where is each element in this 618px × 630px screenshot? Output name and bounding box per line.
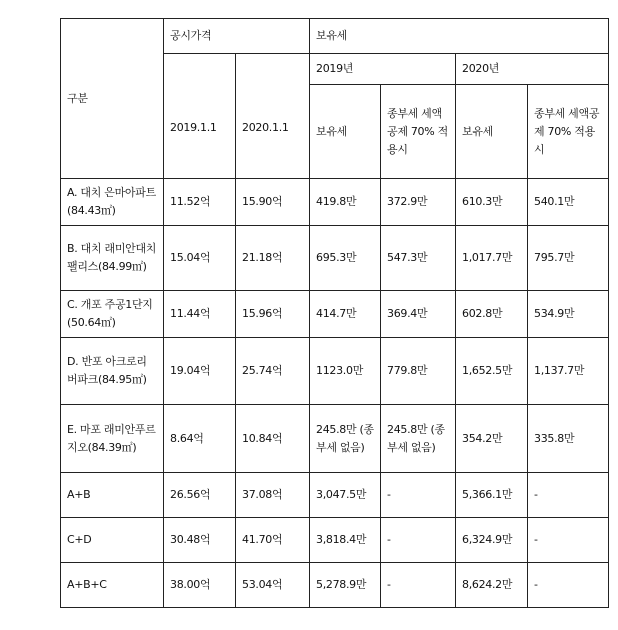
tax-2020-cell: 354.2만 (456, 405, 528, 473)
deduction-2020-cell: 540.1만 (528, 179, 609, 226)
tax-2019-cell: 3,047.5만 (310, 473, 381, 518)
price-2019-cell: 19.04억 (164, 338, 236, 405)
deduction-2019-cell: 547.3만 (381, 226, 456, 291)
table-row (61, 179, 609, 226)
header-year-2019: 2019년 (310, 54, 456, 85)
tax-2019-cell: 245.8만 (종부세 없음) (310, 405, 381, 473)
deduction-2019-cell: 779.8만 (381, 338, 456, 405)
price-2019-cell: 11.52억 (164, 179, 236, 226)
deduction-2020-cell: - (528, 473, 609, 518)
table-row (61, 226, 609, 291)
row-name-cell: C+D (61, 518, 164, 563)
row-name-cell: E. 마포 래미안푸르지오(84.39㎡) (61, 405, 164, 473)
tax-2019-cell: 419.8만 (310, 179, 381, 226)
table-row (61, 291, 609, 338)
price-2019-cell: 11.44억 (164, 291, 236, 338)
row-name-cell: B. 대치 래미안대치팰리스(84.99㎡) (61, 226, 164, 291)
deduction-2019-cell: 369.4만 (381, 291, 456, 338)
price-2019-cell: 26.56억 (164, 473, 236, 518)
deduction-2019-cell: - (381, 518, 456, 563)
row-name-cell: A. 대치 은마아파트(84.43㎡) (61, 179, 164, 226)
deduction-2020-cell: 1,137.7만 (528, 338, 609, 405)
deduction-2019-cell: - (381, 473, 456, 518)
table-row (61, 563, 609, 608)
price-2020-cell: 25.74억 (236, 338, 310, 405)
deduction-2020-cell: 534.9만 (528, 291, 609, 338)
table-row (61, 338, 609, 405)
table-row (61, 518, 609, 563)
price-2020-cell: 53.04억 (236, 563, 310, 608)
header-date-2020: 2020.1.1 (236, 54, 310, 179)
row-name-cell: D. 반포 아크로리버파크(84.95㎡) (61, 338, 164, 405)
tax-2019-cell: 3,818.4만 (310, 518, 381, 563)
tax-2019-cell: 695.3만 (310, 226, 381, 291)
tax-2019-cell: 5,278.9만 (310, 563, 381, 608)
tax-2019-cell: 1123.0만 (310, 338, 381, 405)
row-name-cell: A+B+C (61, 563, 164, 608)
deduction-2020-cell: 795.7만 (528, 226, 609, 291)
price-2020-cell: 37.08억 (236, 473, 310, 518)
price-2020-cell: 21.18억 (236, 226, 310, 291)
header-published-price: 공시가격 (164, 19, 310, 54)
price-2019-cell: 30.48억 (164, 518, 236, 563)
price-2019-cell: 38.00억 (164, 563, 236, 608)
deduction-2019-cell: - (381, 563, 456, 608)
price-2020-cell: 15.96억 (236, 291, 310, 338)
table-row (61, 405, 609, 473)
header-deduction-2020: 종부세 세액공제 70% 적용시 (528, 85, 609, 179)
table-row (61, 473, 609, 518)
header-year-2020: 2020년 (456, 54, 609, 85)
header-deduction-2019: 종부세 세액공제 70% 적용시 (381, 85, 456, 179)
header-holding-tax-2019: 보유세 (310, 85, 381, 179)
row-name-cell: A+B (61, 473, 164, 518)
deduction-2020-cell: 335.8만 (528, 405, 609, 473)
header-date-2019: 2019.1.1 (164, 54, 236, 179)
price-2019-cell: 8.64억 (164, 405, 236, 473)
deduction-2020-cell: - (528, 563, 609, 608)
header-holding-tax-2020: 보유세 (456, 85, 528, 179)
price-2020-cell: 15.90억 (236, 179, 310, 226)
deduction-2019-cell: 245.8만 (종부세 없음) (381, 405, 456, 473)
price-2020-cell: 10.84억 (236, 405, 310, 473)
holding-tax-table (60, 18, 609, 608)
header-holding-tax: 보유세 (310, 19, 609, 54)
deduction-2020-cell: - (528, 518, 609, 563)
deduction-2019-cell: 372.9만 (381, 179, 456, 226)
tax-2020-cell: 1,017.7만 (456, 226, 528, 291)
header-category: 구분 (61, 19, 164, 179)
tax-2020-cell: 5,366.1만 (456, 473, 528, 518)
price-2019-cell: 15.04억 (164, 226, 236, 291)
row-name-cell: C. 개포 주공1단지 (50.64㎡) (61, 291, 164, 338)
tax-2019-cell: 414.7만 (310, 291, 381, 338)
tax-2020-cell: 8,624.2만 (456, 563, 528, 608)
tax-2020-cell: 1,652.5만 (456, 338, 528, 405)
price-2020-cell: 41.70억 (236, 518, 310, 563)
tax-2020-cell: 610.3만 (456, 179, 528, 226)
tax-2020-cell: 6,324.9만 (456, 518, 528, 563)
tax-2020-cell: 602.8만 (456, 291, 528, 338)
